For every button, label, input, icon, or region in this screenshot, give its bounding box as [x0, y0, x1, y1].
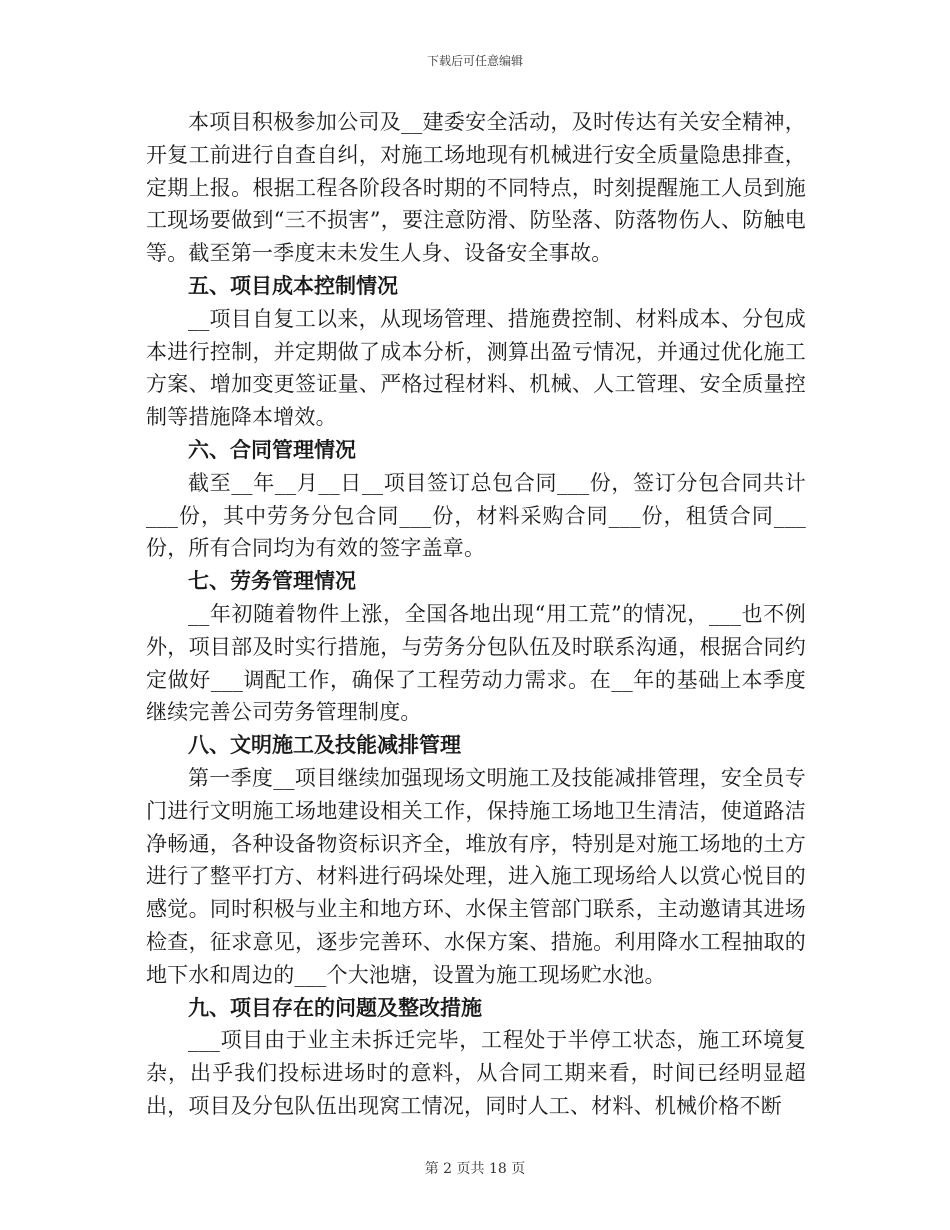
paragraph-safety: 本项目积极参加公司及__建委安全活动，及时传达有关安全精神，开复工前进行自查自纠，对施工场地现有机械进行安全质量隐患排查，定期上报。根据工程各阶段各时期的不同特点，时刻提醒施工人员到施工现场要做到“三不损害”，要注意防滑、防坠落、防落物伤人、防触电等。截至第一季度末未发生人身、设备安全事故。 [146, 110, 806, 266]
paragraph-labor-management: __年初随着物件上涨，全国各地出现“用工荒”的情况，___也不例外，项目部及时实行措施，与劳务分包队伍及时联系沟通，根据合同约定做好___调配工作，确保了工程劳动力需求。在__年的基础上本季度继续完善公司劳务管理制度。 [146, 601, 806, 725]
paragraph-issues-rectification: ___项目由于业主未拆迁完毕，工程处于半停工状态，施工环境复杂，出乎我们投标进场时的意料，从合同工期来看，时间已经明显超出，项目及分包队伍出现窝工情况，同时人工、材料、机械价格不断 [146, 1028, 806, 1118]
section-heading-civilized-construction: 八、文明施工及技能减排管理 [188, 733, 461, 758]
section-heading-cost-control: 五、项目成本控制情况 [188, 273, 398, 298]
section-heading-issues-rectification: 九、项目存在的问题及整改措施 [188, 995, 482, 1020]
paragraph-cost-control: __项目自复工以来，从现场管理、措施费控制、材料成本、分包成本进行控制，并定期做了成本分析，测算出盈亏情况，并通过优化施工方案、增加变更签证量、严格过程材料、机械、人工管理、安全质量控制等措施降本增效。 [146, 306, 806, 430]
paragraph-contract-management: 截至__年__月__日__项目签订总包合同___份，签订分包合同共计___份，其中劳务分包合同___份，材料采购合同___份，租赁合同___份，所有合同均为有效的签字盖章。 [146, 470, 806, 561]
paragraph-civilized-construction: 第一季度__项目继续加强现场文明施工及技能减排管理，安全员专门进行文明施工场地建设相关工作，保持施工场地卫生清洁，使道路洁净畅通，各种设备物资标识齐全，堆放有序，特别是对施工场地的土方进行了整平打方、材料进行码垛处理，进入施工现场给人以赏心悦目的感觉。同时积极与业主和地方环、水保主管部门联系，主动邀请其进场检查，征求意见，逐步完善环、水保方案、措施。利用降水工程抽取的地下水和周边的___个大池塘，设置为施工现场贮水池。 [146, 765, 806, 987]
document-body [146, 106, 806, 1123]
page-header: 下载后可任意编辑 [426, 54, 523, 68]
section-heading-contract-management: 六、合同管理情况 [188, 437, 356, 462]
page-footer: 第 2 页共 18 页 [424, 1161, 526, 1177]
section-heading-labor-management: 七、劳务管理情况 [188, 569, 356, 594]
